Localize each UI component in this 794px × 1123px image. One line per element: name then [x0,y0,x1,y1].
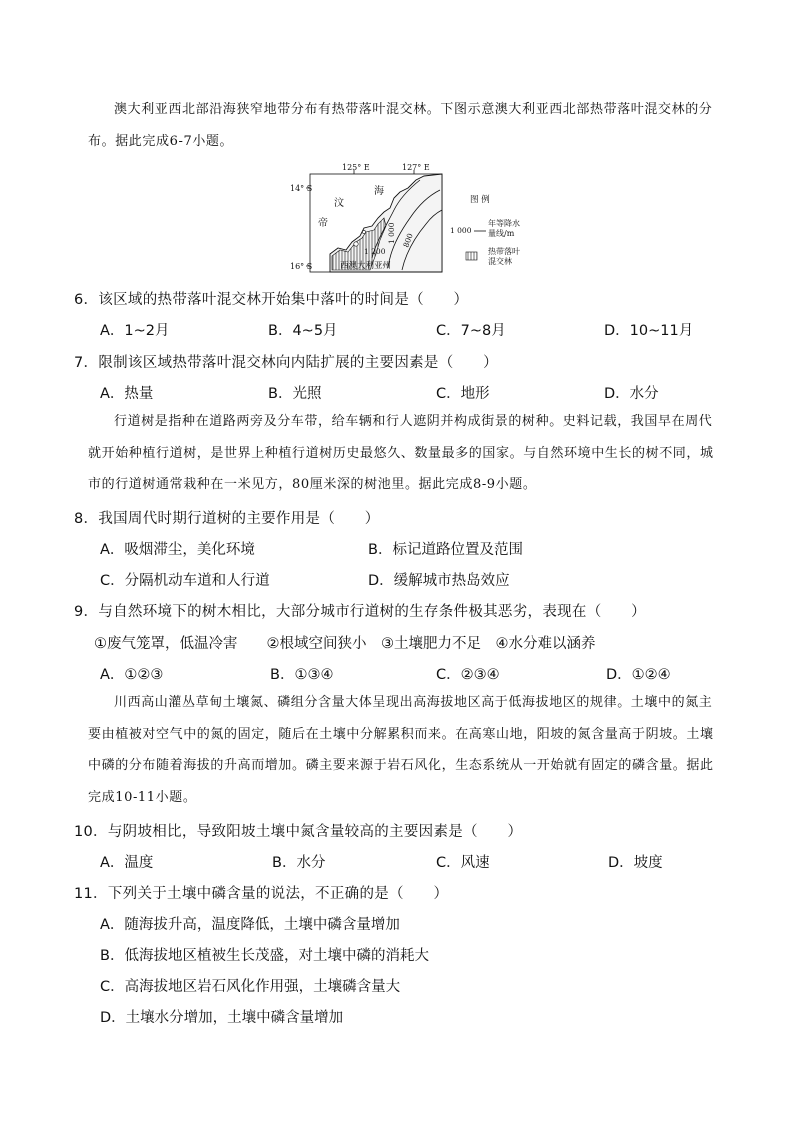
contour-800-label: 800 [401,232,415,249]
question-10-stem: 10．与阴坡相比，导致阳坡土壤中氮含量较高的主要因素是（ ） [74,824,523,840]
q8-option-a[interactable]: A．吸烟滞尘，美化环境 [100,542,255,558]
q6-option-c[interactable]: C．7~8月 [436,323,506,339]
passage-8-9: 行道树是指种在道路两旁及分车带，给车辆和行人遮阴并构成街景的树种。史料记载，我国早在周代就开始种植行道树，是世界上种植行道树历史最悠久、数量最多的国家。与自然环境中生长的树不同，城市的行道树通常栽种在一米见方，80厘米深的树池里。据此完成8-9小题。 [88,414,714,492]
question-11-stem: 11．下列关于土壤中磷含量的说法，不正确的是（ ） [74,886,449,902]
contour-1200-label: 1 200 [364,247,386,256]
q9-option-a[interactable]: A．①②③ [100,667,164,683]
island [354,242,358,246]
q7-option-a[interactable]: A．热量 [100,386,154,402]
q7-option-c[interactable]: C．地形 [436,386,490,402]
q8-option-c[interactable]: C．分隔机动车道和人行道 [100,573,270,589]
q11-option-b[interactable]: B．低海拔地区植被生长茂盛，对土壤中磷的消耗大 [100,948,429,964]
legend-forest-swatch [466,252,477,260]
question-7-stem: 7．限制该区域热带落叶混交林向内陆扩展的主要因素是（ ） [74,355,498,371]
q6-option-a[interactable]: A．1~2月 [100,323,170,339]
legend-isohyet-label-2: 量线/m [488,229,515,238]
map-figure [290,162,534,276]
legend-forest-label-1: 热带落叶 [488,247,520,256]
q7-option-b[interactable]: B．光照 [268,386,322,402]
legend-isohyet-label-1: 年等降水 [488,219,520,228]
q11-option-a[interactable]: A．随海拔升高，温度降低，土壤中磷含量增加 [100,917,400,933]
legend-isohyet-value: 1 000 [450,226,472,235]
island [362,230,365,233]
sea-label-2: 汶 [334,198,344,209]
lat-16: 16° S [290,262,313,271]
q10-option-d[interactable]: D．坡度 [608,855,663,871]
q9-option-d[interactable]: D．①②④ [606,667,671,683]
question-8-stem: 8．我国周代时期行道树的主要作用是（ ） [74,511,380,527]
q10-option-b[interactable]: B．水分 [272,855,326,871]
region-label: 西澳大利亚州 [340,261,392,271]
question-9-stem: 9．与自然环境下的树木相比，大部分城市行道树的生存条件极其恶劣，表现在（ ） [74,604,646,620]
lon-127: 127° E [402,163,430,172]
q9-statements: ①废气笼罩，低温冷害 ②根域空间狭小 ③土壤肥力不足 ④水分难以涵养 [94,636,596,652]
q8-option-b[interactable]: B．标记道路位置及范围 [368,542,523,558]
legend-forest-label-2: 混交林 [488,257,512,266]
passage-10-11: 川西高山灌丛草甸土壤氮、磷组分含量大体呈现出高海拔地区高于低海拔地区的规律。土壤中的氮主要由植被对空气中的氮的固定，随后在土壤中分解累积而来。在高寒山地，阳坡的氮含量高于阴坡。土壤中磷的分布随着海拔的升高而增加。磷主要来源于岩石风化，生态系统从一开始就有固定的磷含量。据此完成10-11小题。 [88,695,714,805]
q10-option-c[interactable]: C．风速 [436,855,490,871]
q9-option-b[interactable]: B．①③④ [270,667,334,683]
contour-1000-label: 1 000 [387,222,396,244]
q11-option-d[interactable]: D．土壤水分增加，土壤中磷含量增加 [100,1010,344,1026]
lon-125: 125° E [342,163,370,172]
passage-6-7: 澳大利亚西北部沿海狭窄地带分布有热带落叶混交林。下图示意澳大利亚西北部热带落叶混交林的分布。据此完成6-7小题。 [88,102,713,149]
sea-label-1: 帝 [318,218,328,229]
q10-option-a[interactable]: A．温度 [100,855,154,871]
q7-option-d[interactable]: D．水分 [604,386,659,402]
q6-option-d[interactable]: D．10~11月 [604,323,694,339]
q9-option-c[interactable]: C．②③④ [436,667,500,683]
question-6-stem: 6．该区域的热带落叶混交林开始集中落叶的时间是（ ） [74,292,469,308]
q6-option-b[interactable]: B．4~5月 [268,323,338,339]
lat-14: 14° S [290,184,313,193]
q11-option-c[interactable]: C．高海拔地区岩石风化作用强，土壤磷含量大 [100,979,401,995]
sea-label-3: 海 [374,186,384,197]
q8-option-d[interactable]: D．缓解城市热岛效应 [368,573,510,589]
legend-title: 图 例 [470,195,490,205]
